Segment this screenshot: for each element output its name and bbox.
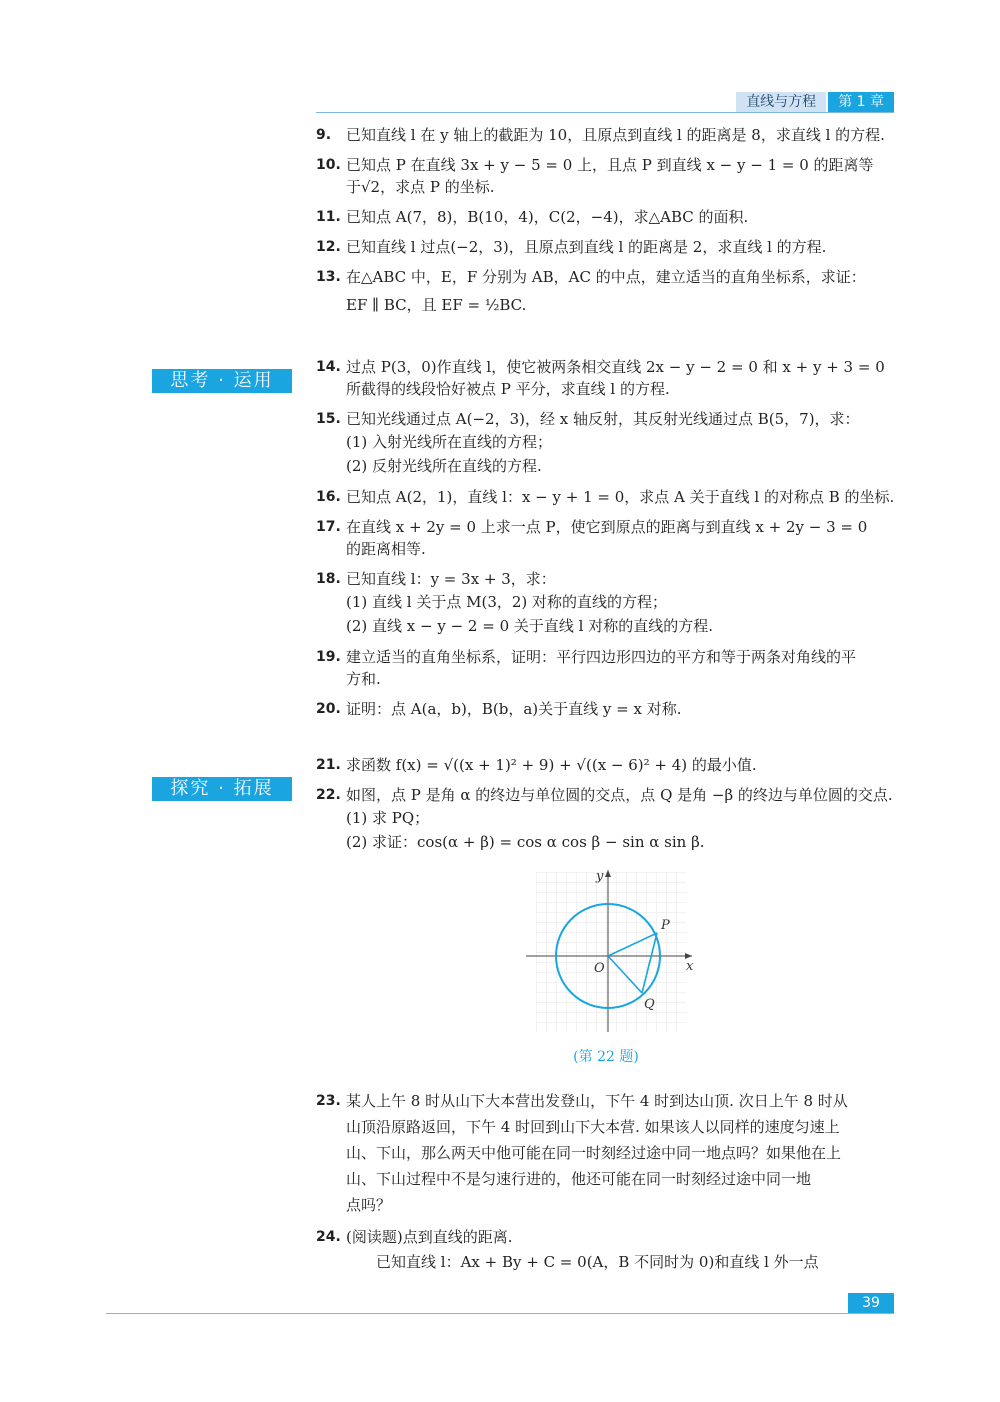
problem-text: 已知点 A(2，1)，直线 l：x − y + 1 = 0，求点 A 关于直线 l 的对称点 B 的坐标. bbox=[346, 488, 895, 506]
problem-19 bbox=[316, 646, 896, 690]
problem-number: 21. bbox=[316, 757, 341, 773]
problem-text: 已知直线 l 在 y 轴上的截距为 10，且原点到直线 l 的距离是 8，求直线 l 的方程. bbox=[346, 126, 885, 144]
chapter-header bbox=[736, 92, 894, 112]
problem-text: 已知光线通过点 A(−2，3)，经 x 轴反射，其反射光线通过点 B(5，7)，求： bbox=[346, 410, 860, 428]
problem-number: 9. bbox=[316, 127, 332, 143]
problem-text: 在△ABC 中，E，F 分别为 AB，AC 的中点，建立适当的直角坐标系，求证： bbox=[346, 268, 866, 286]
problem-22 bbox=[316, 784, 896, 854]
problem-number: 13. bbox=[316, 269, 341, 285]
origin-label: O bbox=[594, 961, 605, 976]
problem-text: 某人上午 8 时从山下大本营出发登山，下午 4 时到达山顶. 次日上午 8 时从 bbox=[346, 1092, 848, 1110]
problem-text: 过点 P(3，0)作直线 l，使它被两条相交直线 2x − y − 2 = 0 和 x + y + 3 = 0 bbox=[346, 358, 885, 376]
problem-text: (阅读题)点到直线的距离. bbox=[346, 1228, 513, 1246]
problem-text: 已知点 P 在直线 3x + y − 5 = 0 上，且点 P 到直线 x − y − 1 = 0 的距离等 bbox=[346, 156, 874, 174]
problem-number: 15. bbox=[316, 411, 341, 427]
problem-text: 已知点 A(7，8)，B(10，4)，C(2，−4)，求△ABC 的面积. bbox=[346, 208, 749, 226]
problem-text: 如图，点 P 是角 α 的终边与单位圆的交点，点 Q 是角 −β 的终边与单位圆的交点. bbox=[346, 786, 893, 804]
problem-text: 于√2，求点 P 的坐标. bbox=[346, 178, 495, 196]
chapter-number: 第 1 章 bbox=[828, 92, 894, 112]
problem-18 bbox=[316, 568, 896, 638]
sub-question: (2) 反射光线所在直线的方程. bbox=[346, 457, 542, 475]
chapter-title: 直线与方程 bbox=[736, 92, 826, 112]
point-p-label: P bbox=[661, 918, 670, 933]
problem-24 bbox=[316, 1226, 896, 1276]
problem-text: 证明：点 A(a，b)，B(b，a)关于直线 y = x 对称. bbox=[346, 700, 682, 718]
problem-text: 求函数 f(x) = √((x + 1)² + 9) + √((x − 6)² + 4) 的最小值. bbox=[346, 756, 757, 774]
problem-text: 所截得的线段恰好被点 P 平分，求直线 l 的方程. bbox=[346, 380, 670, 398]
problem-17 bbox=[316, 516, 896, 560]
problem-number: 16. bbox=[316, 489, 341, 505]
sub-question: (1) 入射光线所在直线的方程； bbox=[346, 433, 553, 451]
problem-number: 22. bbox=[316, 787, 341, 803]
unit-circle-figure bbox=[316, 862, 896, 1042]
problem-10 bbox=[316, 154, 896, 198]
problem-text: 点吗？ bbox=[346, 1196, 392, 1214]
problem-text: 在直线 x + 2y = 0 上求一点 P，使它到原点的距离与到直线 x + 2y − 3 = 0 bbox=[346, 518, 868, 536]
problem-text: 已知直线 l 过点(−2，3)，且原点到直线 l 的距离是 2，求直线 l 的方程. bbox=[346, 238, 827, 256]
figure-caption: (第 22 题) bbox=[573, 1049, 639, 1065]
page-number: 39 bbox=[848, 1293, 894, 1313]
problem-23 bbox=[316, 1088, 896, 1218]
point-q-label: Q bbox=[644, 997, 655, 1012]
header-rule bbox=[316, 112, 894, 113]
problem-16 bbox=[316, 486, 896, 508]
problem-number: 14. bbox=[316, 359, 341, 375]
problem-number: 12. bbox=[316, 239, 341, 255]
problem-text: 的距离相等. bbox=[346, 540, 426, 558]
unit-circle-diagram bbox=[516, 862, 696, 1042]
x-label: x bbox=[686, 959, 694, 974]
sub-question: (2) 求证：cos(α + β) = cos α cos β − sin α sin β. bbox=[346, 833, 705, 851]
problem-text: 山顶沿原路返回，下午 4 时回到山下大本营. 如果该人以同样的速度匀速上 bbox=[346, 1118, 840, 1136]
problem-15 bbox=[316, 408, 896, 478]
problem-text: 已知直线 l：y = 3x + 3，求： bbox=[346, 570, 556, 588]
problem-number: 24. bbox=[316, 1229, 341, 1245]
problem-21 bbox=[316, 754, 896, 776]
reading-paragraph: 已知直线 l：Ax + By + C = 0(A，B 不同时为 0)和直线 l 外一点 bbox=[376, 1253, 819, 1271]
problem-number: 19. bbox=[316, 649, 341, 665]
problem-text: 山、下山，那么两天中他可能在同一时刻经过途中同一地点吗？如果他在上 bbox=[346, 1144, 842, 1162]
problem-number: 20. bbox=[316, 701, 341, 717]
problem-14 bbox=[316, 356, 896, 400]
section-label-explore: 探究 · 拓展 bbox=[152, 777, 292, 801]
problem-text: 建立适当的直角坐标系，证明：平行四边形四边的平方和等于两条对角线的平 bbox=[346, 648, 857, 666]
problem-number: 17. bbox=[316, 519, 341, 535]
problem-list bbox=[316, 124, 896, 1284]
problem-text: EF ∥ BC，且 EF = ½BC. bbox=[346, 296, 527, 314]
problem-number: 11. bbox=[316, 209, 341, 225]
problem-text: 山、下山过程中不是匀速行进的，他还可能在同一时刻经过途中同一地 bbox=[346, 1170, 812, 1188]
sub-question: (2) 直线 x − y − 2 = 0 关于直线 l 对称的直线的方程. bbox=[346, 617, 713, 635]
problem-number: 23. bbox=[316, 1093, 341, 1109]
y-label: y bbox=[596, 869, 604, 884]
section-label-thinking: 思考 · 运用 bbox=[152, 369, 292, 393]
problem-12 bbox=[316, 236, 896, 258]
problem-13 bbox=[316, 266, 896, 322]
problem-9 bbox=[316, 124, 896, 146]
problem-11 bbox=[316, 206, 896, 228]
footer-rule bbox=[106, 1313, 894, 1314]
sub-question: (1) 求 PQ； bbox=[346, 809, 430, 827]
problem-number: 18. bbox=[316, 571, 341, 587]
problem-number: 10. bbox=[316, 157, 341, 173]
problem-20 bbox=[316, 698, 896, 720]
sub-question: (1) 直线 l 关于点 M(3，2) 对称的直线的方程； bbox=[346, 593, 668, 611]
problem-text: 方和. bbox=[346, 670, 381, 688]
